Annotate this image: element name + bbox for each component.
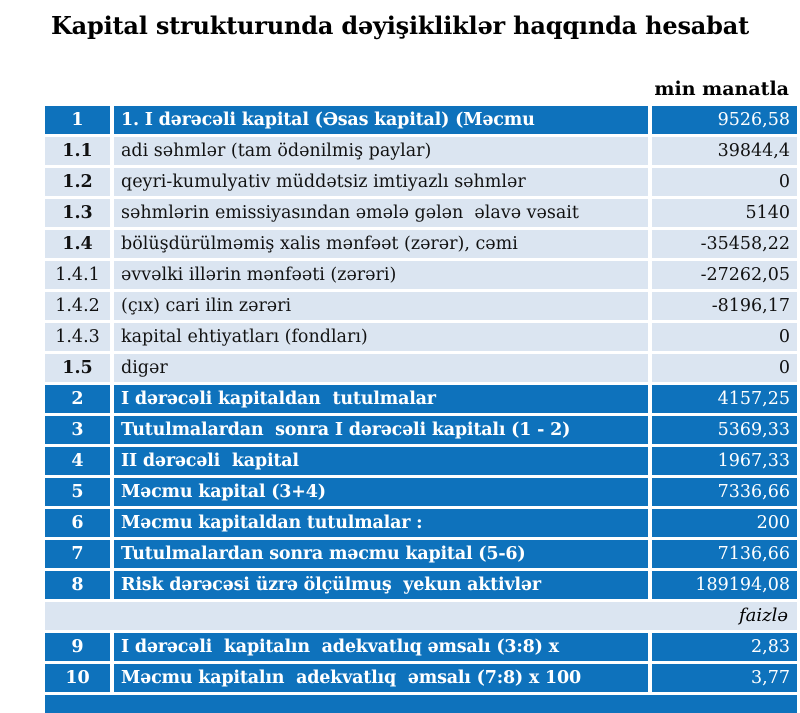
row-number-cell: 2	[45, 385, 110, 413]
row-label-cell: səhmlərin emissiyasından əmələ gələn əlavə vəsait	[114, 199, 648, 227]
row-label-cell: II dərəcəli kapital	[114, 447, 648, 475]
row-label-cell: Məcmu kapitaldan tutulmalar :	[114, 509, 648, 537]
row-value-cell: 0	[652, 354, 797, 382]
row-label-cell: Tutulmalardan sonra I dərəcəli kapitalı (1 - 2)	[114, 416, 648, 444]
row-value-cell: 39844,4	[652, 137, 797, 165]
row-number-cell: 6	[45, 509, 110, 537]
row-label-cell: I dərəcəli kapitalın adekvatlıq əmsalı (3:8) x	[114, 633, 648, 661]
bottom-partial-row	[45, 695, 797, 713]
row-value-cell: 0	[652, 168, 797, 196]
percent-note-row: faizlə	[45, 602, 797, 630]
row-number-cell: 7	[45, 540, 110, 568]
row-value-cell: 5140	[652, 199, 797, 227]
row-value-cell: 3,77	[652, 664, 797, 692]
row-number-cell: 5	[45, 478, 110, 506]
page-title: Kapital strukturunda dəyişikliklər haqqında hesabat	[51, 11, 749, 40]
row-value-cell: 7136,66	[652, 540, 797, 568]
row-value-cell: -27262,05	[652, 261, 797, 289]
unit-note-min-manatla: min manatla	[654, 78, 789, 100]
row-value-cell: -8196,17	[652, 292, 797, 320]
row-label-cell: Məcmu kapital (3+4)	[114, 478, 648, 506]
row-number-cell: 3	[45, 416, 110, 444]
row-value-cell: -35458,22	[652, 230, 797, 258]
row-number-cell: 1.4.3	[45, 323, 110, 351]
row-value-cell: 7336,66	[652, 478, 797, 506]
row-value-cell: 189194,08	[652, 571, 797, 599]
row-number-cell: 4	[45, 447, 110, 475]
row-number-cell: 10	[45, 664, 110, 692]
row-number-cell: 1.4.2	[45, 292, 110, 320]
row-number-cell: 1.3	[45, 199, 110, 227]
row-number-cell: 1.4	[45, 230, 110, 258]
row-value-cell: 1967,33	[652, 447, 797, 475]
row-value-cell: 2,83	[652, 633, 797, 661]
row-value-cell: 5369,33	[652, 416, 797, 444]
row-number-cell: 1.2	[45, 168, 110, 196]
row-label-cell: qeyri-kumulyativ müddətsiz imtiyazlı səhmlər	[114, 168, 648, 196]
row-label-cell: kapital ehtiyatları (fondları)	[114, 323, 648, 351]
row-value-cell: 4157,25	[652, 385, 797, 413]
capital-structure-table	[45, 106, 797, 713]
row-label-cell: Risk dərəcəsi üzrə ölçülmuş yekun aktivlər	[114, 571, 648, 599]
row-number-cell: 1	[45, 106, 110, 134]
row-label-cell: adi səhmlər (tam ödənilmiş paylar)	[114, 137, 648, 165]
row-value-cell: 200	[652, 509, 797, 537]
row-value-cell: 0	[652, 323, 797, 351]
row-number-cell: 1.4.1	[45, 261, 110, 289]
row-label-cell: Məcmu kapitalın adekvatlıq əmsalı (7:8) x 100	[114, 664, 648, 692]
row-number-cell: 1.1	[45, 137, 110, 165]
row-number-cell: 9	[45, 633, 110, 661]
row-label-cell: Tutulmalardan sonra məcmu kapital (5-6)	[114, 540, 648, 568]
row-value-cell: 9526,58	[652, 106, 797, 134]
row-label-cell: 1. I dərəcəli kapital (Əsas kapital) (Məcmu	[114, 106, 648, 134]
row-label-cell: (çıx) cari ilin zərəri	[114, 292, 648, 320]
row-label-cell: əvvəlki illərin mənfəəti (zərəri)	[114, 261, 648, 289]
row-label-cell: I dərəcəli kapitaldan tutulmalar	[114, 385, 648, 413]
row-label-cell: bölüşdürülməmiş xalis mənfəət (zərər), cəmi	[114, 230, 648, 258]
row-number-cell: 1.5	[45, 354, 110, 382]
row-number-cell: 8	[45, 571, 110, 599]
row-label-cell: digər	[114, 354, 648, 382]
